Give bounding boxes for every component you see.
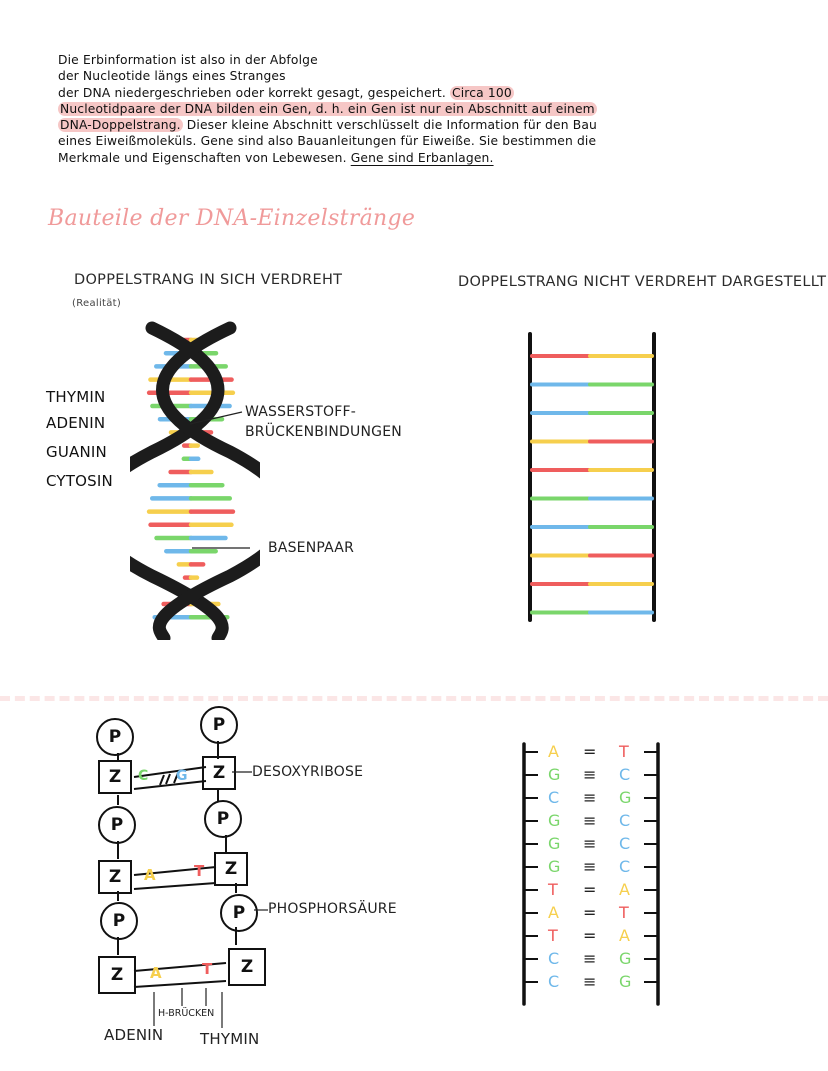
- sequence-base-left: C: [548, 972, 560, 991]
- intro-text: Die Erbinformation ist also in der Abfolge: [58, 53, 318, 67]
- twisted-subcaption: (Realität): [72, 298, 122, 309]
- intro-line: [58, 68, 738, 84]
- intro-line: [58, 150, 738, 166]
- sequence-bond: ≡: [583, 788, 597, 807]
- sequence-base-left: G: [548, 765, 561, 784]
- sequence-base-right: C: [619, 857, 631, 876]
- sequence-base-left: A: [548, 903, 559, 922]
- base-letter: C: [138, 768, 149, 784]
- sequence-bond: =: [583, 926, 597, 945]
- twisted-caption: DOPPELSTRANG IN SICH VERDREHT: [74, 272, 343, 288]
- phosphate-circle: P: [98, 806, 136, 844]
- pointer-line: [190, 412, 242, 424]
- straight-ladder: [520, 330, 665, 625]
- label-h-bruecken: H-BRÜCKEN: [158, 1008, 215, 1019]
- sequence-bond: =: [583, 880, 597, 899]
- legend-cytosin: CYTOSIN: [46, 472, 113, 490]
- straight-caption: DOPPELSTRANG NICHT VERDREHT DARGESTELLT: [458, 274, 827, 290]
- sequence-bond: ≡: [583, 972, 597, 991]
- sequence-bond: ≡: [583, 765, 597, 784]
- phosphate-circle: P: [220, 894, 258, 932]
- sequence-base-right: C: [619, 834, 631, 853]
- legend-guanin: GUANIN: [46, 443, 107, 461]
- sequence-base-right: G: [619, 972, 632, 991]
- sequence-base-right: A: [619, 926, 630, 945]
- label-wasserstoff: WASSERSTOFF-: [245, 404, 357, 420]
- section-title: Bauteile der DNA-Einzelstränge: [48, 206, 416, 231]
- ladder-rungs: [532, 356, 652, 613]
- sequence-base-right: G: [619, 949, 632, 968]
- underlined-text: Gene sind Erbanlagen.: [350, 150, 494, 165]
- highlighted-text: Nucleotidpaare der DNA bilden ein Gen, d. h. ein Gen ist nur ein Abschnitt auf einem: [60, 101, 595, 116]
- phosphate-circle: P: [200, 706, 238, 744]
- label-brueckenbindungen: BRÜCKENBINDUNGEN: [245, 424, 402, 440]
- sugar-box: Z: [98, 956, 136, 994]
- phosphate-circle: P: [100, 902, 138, 940]
- sequence-base-left: G: [548, 834, 561, 853]
- intro-text: der DNA niedergeschrieben oder korrekt gesagt, gespeichert.: [58, 85, 450, 100]
- sequence-base-right: C: [619, 765, 631, 784]
- intro-text: Merkmale und Eigenschaften von Lebewesen.: [58, 150, 351, 165]
- intro-line: [58, 52, 738, 68]
- intro-text: eines Eiweißmoleküls. Gene sind also Bauanleitungen für Eiweiße. Sie bestimmen die: [58, 134, 597, 149]
- intro-text: Dieser kleine Abschnitt verschlüsselt die Information für den Bau: [182, 118, 597, 133]
- sequence-base-left: C: [548, 949, 560, 968]
- sequence-base-right: T: [619, 903, 629, 922]
- sugar-box: Z: [214, 852, 248, 886]
- phosphate-circle: P: [204, 800, 242, 838]
- sequence-base-left: T: [548, 880, 558, 899]
- sequence-base-right: C: [619, 811, 631, 830]
- intro-line: [58, 117, 738, 133]
- sequence-bond: =: [583, 903, 597, 922]
- label-phosphorsaeure: PHOSPHORSÄURE: [268, 901, 397, 917]
- sugar-box: Z: [98, 860, 132, 894]
- sequence-base-left: G: [548, 811, 561, 830]
- label-desoxyribose: DESOXYRIBOSE: [252, 764, 364, 780]
- intro-line: [58, 101, 738, 117]
- section-divider: [0, 696, 828, 701]
- base-letter: A: [144, 866, 156, 884]
- intro-text: der Nucleotide längs eines Stranges: [58, 69, 286, 84]
- helix-pointer-lines: [190, 400, 250, 560]
- legend-thymin: THYMIN: [46, 388, 106, 406]
- sequence-base-right: A: [619, 880, 630, 899]
- intro-paragraph: [58, 52, 738, 166]
- sequence-base-left: A: [548, 742, 559, 761]
- base-letter: T: [202, 960, 213, 978]
- sugar-box: Z: [98, 760, 132, 794]
- legend-adenin: ADENIN: [46, 414, 106, 432]
- sequence-bond: ≡: [583, 949, 597, 968]
- sequence-bond: ≡: [583, 857, 597, 876]
- sequence-bond: ≡: [583, 834, 597, 853]
- sequence-bond: =: [583, 742, 597, 761]
- sequence-base-left: C: [548, 788, 560, 807]
- sequence-base-right: T: [619, 742, 629, 761]
- base-letter: T: [194, 862, 205, 880]
- sugar-box: Z: [228, 948, 266, 986]
- sequence-bond: ≡: [583, 811, 597, 830]
- sequence-base-left: G: [548, 857, 561, 876]
- phosphate-circle: P: [96, 718, 134, 756]
- intro-line: [58, 133, 738, 149]
- sugar-box: Z: [202, 756, 236, 790]
- nucleotide-pointer-lines: [150, 760, 270, 1040]
- highlighted-text: DNA-Doppelstrang.: [60, 118, 181, 133]
- label-adenin: ADENIN: [104, 1026, 164, 1044]
- sequence-base-left: T: [548, 926, 558, 945]
- base-letter: G: [176, 768, 188, 784]
- label-basenpaar: BASENPAAR: [268, 540, 355, 556]
- intro-line: [58, 85, 738, 101]
- highlighted-text: Circa 100: [452, 85, 512, 100]
- base-letter: A: [150, 964, 162, 982]
- label-thymin: THYMIN: [200, 1030, 260, 1048]
- sequence-base-right: G: [619, 788, 632, 807]
